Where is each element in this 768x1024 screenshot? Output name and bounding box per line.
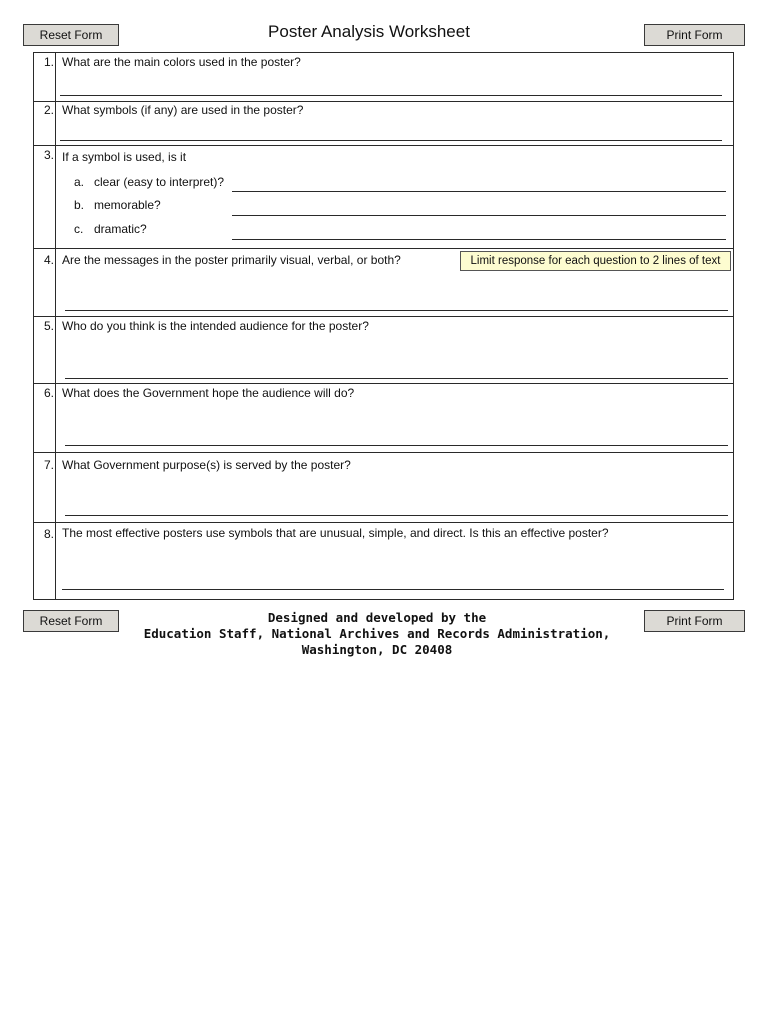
- question-5-text: Who do you think is the intended audience for the poster?: [62, 319, 369, 333]
- question-1-text: What are the main colors used in the poster?: [62, 55, 301, 69]
- question-6-number: 6.: [43, 386, 54, 400]
- answer-8-field[interactable]: [62, 589, 724, 590]
- question-2-text: What symbols (if any) are used in the poster?: [62, 103, 304, 117]
- answer-7-field[interactable]: [65, 515, 728, 516]
- row-divider: [34, 248, 733, 249]
- credits-line-2: Education Staff, National Archives and Records Administration,: [143, 626, 611, 641]
- credits-line-1: Designed and developed by the: [267, 610, 487, 625]
- print-form-button-bottom[interactable]: Print Form: [644, 610, 745, 632]
- question-8-number: 8.: [43, 527, 54, 541]
- question-3b-letter: b.: [74, 198, 85, 212]
- question-3-number: 3.: [43, 148, 54, 162]
- question-7-number: 7.: [43, 458, 54, 472]
- answer-2-field[interactable]: [60, 140, 722, 141]
- page-title: Poster Analysis Worksheet: [268, 22, 470, 41]
- question-3a-text: clear (easy to interpret)?: [94, 175, 225, 189]
- reset-form-button-top[interactable]: Reset Form: [23, 24, 119, 46]
- question-3a-letter: a.: [74, 175, 85, 189]
- question-3c-text: dramatic?: [94, 222, 147, 236]
- answer-1-field[interactable]: [60, 95, 722, 96]
- row-divider: [34, 316, 733, 317]
- question-1-number: 1.: [43, 55, 54, 69]
- row-divider: [34, 522, 733, 523]
- question-6-text: What does the Government hope the audience will do?: [62, 386, 355, 400]
- question-8-text: The most effective posters use symbols that are unusual, simple, and direct. Is this an effective poster?: [62, 526, 609, 540]
- answer-4-field[interactable]: [65, 310, 728, 311]
- question-4-text: Are the messages in the poster primarily visual, verbal, or both?: [62, 253, 401, 267]
- question-4-number: 4.: [43, 253, 54, 267]
- question-3-text: If a symbol is used, is it: [62, 150, 187, 164]
- print-form-button-top[interactable]: Print Form: [644, 24, 745, 46]
- answer-3b-field[interactable]: [232, 215, 726, 216]
- answer-3a-field[interactable]: [232, 191, 726, 192]
- credits-block: [0, 610, 754, 658]
- question-2-number: 2.: [43, 103, 54, 117]
- worksheet-table: [33, 52, 734, 600]
- response-limit-tooltip: Limit response for each question to 2 lines of text: [460, 251, 731, 271]
- answer-6-field[interactable]: [65, 445, 728, 446]
- question-5-number: 5.: [43, 319, 54, 333]
- answer-5-field[interactable]: [65, 378, 728, 379]
- number-column-divider: [55, 53, 56, 599]
- answer-3c-field[interactable]: [232, 239, 726, 240]
- reset-form-button-bottom[interactable]: Reset Form: [23, 610, 119, 632]
- question-3c-letter: c.: [74, 222, 84, 236]
- question-7-text: What Government purpose(s) is served by the poster?: [62, 458, 351, 472]
- question-3b-text: memorable?: [94, 198, 161, 212]
- row-divider: [34, 101, 733, 102]
- credits-line-3: Washington, DC 20408: [301, 642, 453, 657]
- row-divider: [34, 452, 733, 453]
- row-divider: [34, 145, 733, 146]
- row-divider: [34, 383, 733, 384]
